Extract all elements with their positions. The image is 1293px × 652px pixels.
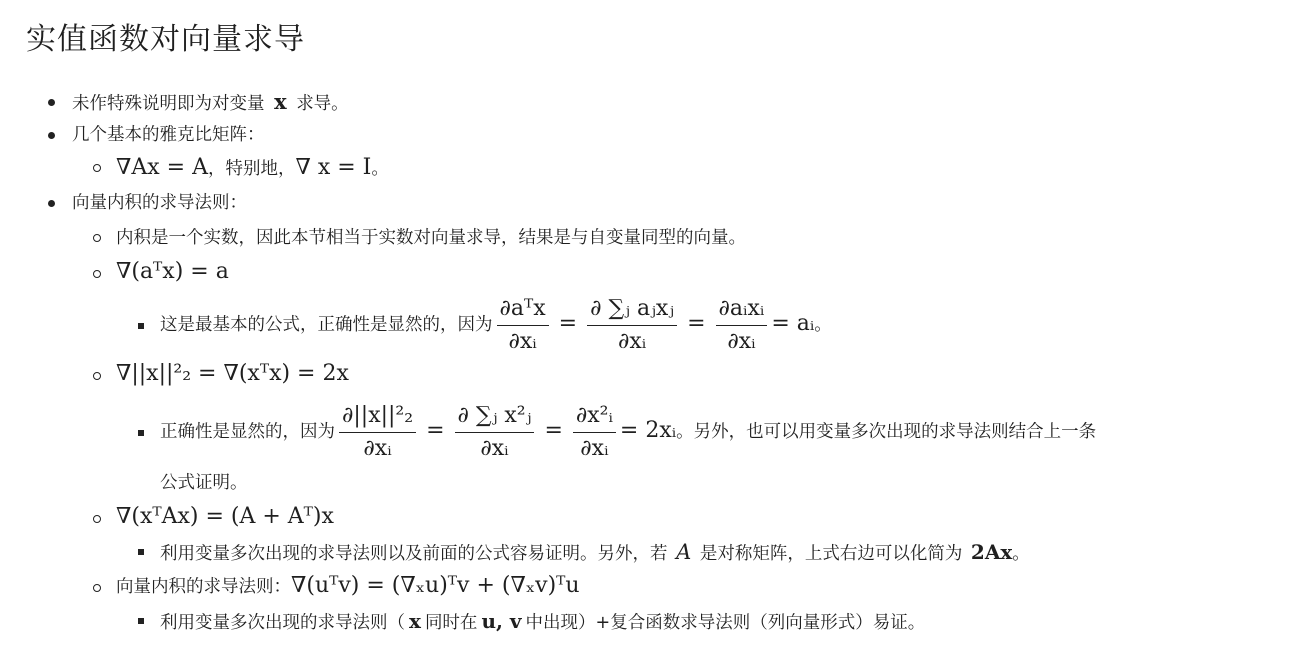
equals: = (687, 311, 706, 336)
text: 中出现）+复合函数求导法则（列向量形式）易证。 (525, 613, 926, 633)
list-item-c2-detail (160, 292, 832, 357)
frac-den: ∂xᵢ (480, 435, 509, 461)
bullet-circle (93, 372, 101, 380)
bullet-square (138, 323, 144, 329)
fraction (455, 402, 535, 463)
bullet-circle (93, 270, 101, 278)
bullet-square (138, 549, 144, 555)
list-item-c3-detail (160, 399, 1096, 464)
fraction (716, 295, 768, 356)
math-formula: ∇(uᵀv) = (∇ₓu)ᵀv + (∇ₓv)ᵀu (291, 573, 580, 598)
text: 未作特殊说明即为对变量 (72, 94, 265, 114)
frac-den: ∂xᵢ (363, 435, 392, 461)
math-var: A (676, 540, 692, 564)
text: ，特别地， (207, 159, 296, 179)
fraction (497, 295, 549, 356)
bullet-square (138, 430, 144, 436)
list-item-c1: 内积是一个实数，因此本节相当于实数对向量求导，结果是与自变量同型的向量。 (116, 228, 746, 248)
bullet-disc (48, 200, 55, 207)
list-item-b1 (72, 89, 349, 117)
formula-c4: ∇(xᵀAx) = (A + Aᵀ)x (116, 504, 334, 529)
bullet-disc (48, 132, 55, 139)
math-var: x (409, 609, 421, 633)
frac-num: ∂ ∑ⱼ x²ⱼ (455, 402, 535, 433)
fraction (587, 295, 677, 356)
frac-den: ∂xᵢ (727, 328, 756, 354)
math-var: x (274, 89, 287, 114)
frac-num: ∂x²ᵢ (573, 402, 616, 433)
list-item-b2: 几个基本的雅克比矩阵： (72, 125, 265, 145)
list-item-c3-detail-cont: 公式证明。 (160, 473, 248, 493)
bullet-disc (48, 99, 55, 106)
bullet-square (138, 618, 144, 624)
text: 。 (371, 159, 389, 179)
equals: = (544, 418, 563, 443)
formula-c2: ∇(aᵀx) = a (116, 259, 229, 284)
text: 利用变量多次出现的求导法则以及前面的公式容易证明。另外，若 (160, 544, 668, 564)
fraction (339, 402, 416, 463)
bullet-circle (93, 515, 101, 523)
equals: = (558, 311, 578, 336)
math-formula: ∇ x = I (295, 155, 372, 180)
text: 是对称矩阵，上式右边可以化简为 (699, 544, 963, 564)
list-item-b3: 向量内积的求导法则： (72, 193, 247, 213)
equals: = (426, 418, 445, 443)
list-item-c5-detail (160, 608, 925, 636)
formula-c3: ∇||x||²₂ = ∇(xᵀx) = 2x (116, 361, 349, 386)
text: 求导。 (296, 94, 349, 114)
fraction (573, 402, 616, 463)
frac-num: ∂aᵢxᵢ (716, 295, 768, 326)
text: 正确性是显然的，因为 (160, 422, 335, 442)
text: 。另外，也可以用变量多次出现的求导法则结合上一条 (676, 422, 1097, 442)
bullet-circle (93, 234, 101, 242)
text: 利用变量多次出现的求导法则（ (160, 613, 405, 633)
list-item-c5 (116, 573, 580, 600)
frac-num: ∂||x||²₂ (339, 402, 416, 433)
frac-num: ∂aᵀx (497, 295, 549, 326)
frac-den: ∂xᵢ (617, 328, 647, 354)
text: 。 (1012, 544, 1030, 564)
text: 同时在 (424, 613, 478, 633)
list-item-c4-detail (160, 539, 1030, 567)
math-var: 2Ax (970, 540, 1013, 564)
text: 这是最基本的公式，正确性是显然的，因为 (160, 315, 493, 335)
bullet-circle (93, 584, 101, 592)
frac-den: ∂xᵢ (508, 328, 537, 354)
frac-num: ∂ ∑ⱼ aⱼxⱼ (587, 295, 677, 326)
math-formula: ∇Ax = A (116, 155, 208, 180)
text: 向量内积的求导法则： (116, 577, 291, 597)
math-formula: = aᵢ (771, 311, 815, 336)
page-title: 实值函数对向量求导 (26, 22, 305, 57)
math-var: u, v (481, 609, 522, 633)
list-item-jacobian (116, 155, 389, 182)
text: 。 (814, 315, 832, 335)
bullet-circle (93, 164, 101, 172)
frac-den: ∂xᵢ (580, 435, 609, 461)
math-formula: = 2xᵢ (619, 418, 677, 443)
